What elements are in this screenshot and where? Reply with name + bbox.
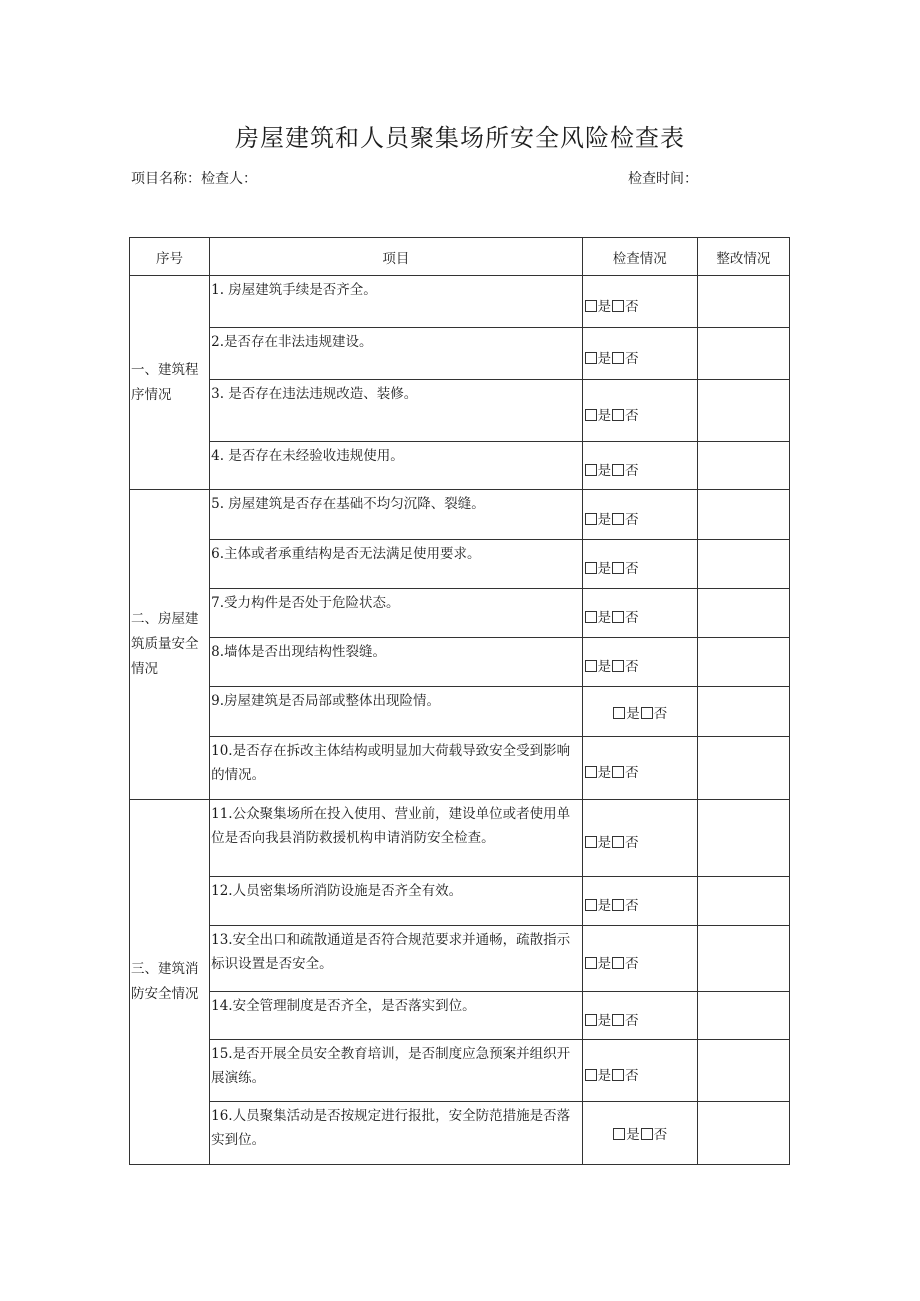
item-text: 10.是否存在拆改主体结构或明显加大荷载导致安全受到影响的情况。 <box>210 737 583 800</box>
yes-label: 是 <box>597 298 612 315</box>
no-label: 否 <box>625 610 639 626</box>
no-label: 否 <box>653 1127 668 1143</box>
yes-checkbox[interactable] <box>585 1014 597 1026</box>
yes-label: 是 <box>597 561 612 577</box>
check-cell <box>582 1102 697 1165</box>
section-label: 一、建筑程序情况 <box>130 276 210 490</box>
table-row <box>130 1102 790 1165</box>
table-row <box>130 638 790 687</box>
item-text: 8.墙体是否出现结构性裂缝。 <box>210 638 583 687</box>
header-item: 项目 <box>210 238 583 276</box>
table-row <box>130 992 790 1040</box>
no-checkbox[interactable] <box>612 957 624 969</box>
no-checkbox[interactable] <box>612 766 624 778</box>
table-row <box>130 328 790 380</box>
no-checkbox[interactable] <box>641 1128 653 1140</box>
item-text: 3. 是否存在违法违规改造、装修。 <box>210 380 583 442</box>
fix-cell[interactable] <box>697 1102 789 1165</box>
item-text: 7.受力构件是否处于危险状态。 <box>210 589 583 638</box>
no-label: 否 <box>625 407 639 424</box>
yes-checkbox[interactable] <box>585 513 597 525</box>
no-checkbox[interactable] <box>612 899 624 911</box>
item-text: 15.是否开展全员安全教育培训，是否制度应急预案并组织开展演练。 <box>210 1040 583 1102</box>
inspection-table <box>129 237 790 1165</box>
no-checkbox[interactable] <box>612 836 624 848</box>
item-text: 5. 房屋建筑是否存在基础不均匀沉降、裂缝。 <box>210 490 583 540</box>
no-checkbox[interactable] <box>612 660 624 672</box>
table-row <box>130 442 790 490</box>
fix-cell[interactable] <box>697 926 789 992</box>
yes-checkbox[interactable] <box>585 1069 597 1081</box>
no-checkbox[interactable] <box>612 1014 624 1026</box>
no-label: 否 <box>625 298 639 315</box>
table-row <box>130 276 790 328</box>
check-cell <box>582 638 697 687</box>
fix-cell[interactable] <box>697 737 789 800</box>
header-fix: 整改情况 <box>697 238 789 276</box>
yes-checkbox[interactable] <box>585 611 597 623</box>
no-label: 否 <box>625 955 639 972</box>
yes-label: 是 <box>597 610 612 626</box>
yes-checkbox[interactable] <box>585 464 597 476</box>
yes-label: 是 <box>597 462 612 479</box>
yes-checkbox[interactable] <box>585 300 597 312</box>
yes-checkbox[interactable] <box>585 562 597 574</box>
fix-cell[interactable] <box>697 687 789 737</box>
item-text: 11.公众聚集场所在投入使用、营业前，建设单位或者使用单位是否向我县消防救援机构申请消防安全检查。 <box>210 800 583 877</box>
no-checkbox[interactable] <box>612 562 624 574</box>
fix-cell[interactable] <box>697 380 789 442</box>
no-label: 否 <box>625 511 639 528</box>
yes-label: 是 <box>597 765 612 781</box>
section-label: 二、房屋建筑质量安全情况 <box>130 490 210 800</box>
no-label: 否 <box>625 350 639 367</box>
item-text: 4. 是否存在未经验收违规使用。 <box>210 442 583 490</box>
project-and-inspector-label: 项目名称：检查人： <box>131 171 257 187</box>
check-cell <box>582 737 697 800</box>
table-row <box>130 540 790 589</box>
yes-checkbox[interactable] <box>613 707 625 719</box>
no-checkbox[interactable] <box>641 707 653 719</box>
yes-label: 是 <box>597 511 612 528</box>
item-text: 12.人员密集场所消防设施是否齐全有效。 <box>210 877 583 926</box>
check-cell <box>582 877 697 926</box>
no-checkbox[interactable] <box>612 352 624 364</box>
header-check: 检查情况 <box>582 238 697 276</box>
fix-cell[interactable] <box>697 877 789 926</box>
table-header-row <box>130 238 790 276</box>
yes-label: 是 <box>597 350 612 367</box>
yes-label: 是 <box>597 898 612 914</box>
check-cell <box>582 442 697 490</box>
yes-checkbox[interactable] <box>613 1128 625 1140</box>
no-label: 否 <box>625 765 639 781</box>
check-cell <box>582 687 697 737</box>
table-row <box>130 490 790 540</box>
page-title: 房屋建筑和人员聚集场所安全风险检查表 <box>235 124 685 152</box>
check-cell <box>582 992 697 1040</box>
table-row <box>130 800 790 877</box>
check-cell <box>582 1040 697 1102</box>
fix-cell[interactable] <box>697 992 789 1040</box>
fix-cell[interactable] <box>697 328 789 380</box>
fix-cell[interactable] <box>697 589 789 638</box>
fix-cell[interactable] <box>697 1040 789 1102</box>
item-text: 13.安全出口和疏散通道是否符合规范要求并通畅，疏散指示标识设置是否安全。 <box>210 926 583 992</box>
check-cell <box>582 926 697 992</box>
yes-checkbox[interactable] <box>585 899 597 911</box>
check-cell <box>582 540 697 589</box>
no-checkbox[interactable] <box>612 464 624 476</box>
yes-checkbox[interactable] <box>585 352 597 364</box>
item-text: 14.安全管理制度是否齐全，是否落实到位。 <box>210 992 583 1040</box>
item-text: 16.人员聚集活动是否按规定进行报批，安全防范措施是否落实到位。 <box>210 1102 583 1165</box>
fix-cell[interactable] <box>697 800 789 877</box>
table-row <box>130 589 790 638</box>
section-label: 三、建筑消防安全情况 <box>130 800 210 1165</box>
check-cell <box>582 589 697 638</box>
yes-checkbox[interactable] <box>585 766 597 778</box>
yes-label: 是 <box>597 1067 612 1084</box>
item-text: 6.主体或者承重结构是否无法满足使用要求。 <box>210 540 583 589</box>
check-cell <box>582 328 697 380</box>
yes-label: 是 <box>626 1127 640 1143</box>
check-cell <box>582 490 697 540</box>
no-label: 否 <box>625 1012 639 1029</box>
check-cell <box>582 276 697 328</box>
yes-label: 是 <box>597 1012 612 1029</box>
fix-cell[interactable] <box>697 540 789 589</box>
table-row <box>130 737 790 800</box>
yes-label: 是 <box>597 835 612 851</box>
fix-cell[interactable] <box>697 490 789 540</box>
fix-cell[interactable] <box>697 442 789 490</box>
table-row <box>130 1040 790 1102</box>
fix-cell[interactable] <box>697 276 789 328</box>
check-cell <box>582 800 697 877</box>
no-label: 否 <box>653 705 668 722</box>
item-text: 2.是否存在非法违规建设。 <box>210 328 583 380</box>
yes-label: 是 <box>597 659 612 675</box>
no-checkbox[interactable] <box>612 409 624 421</box>
yes-checkbox[interactable] <box>585 957 597 969</box>
no-checkbox[interactable] <box>612 513 624 525</box>
no-label: 否 <box>625 561 639 577</box>
no-label: 否 <box>625 462 639 479</box>
table-body <box>130 276 790 1165</box>
check-cell <box>582 380 697 442</box>
no-checkbox[interactable] <box>612 300 624 312</box>
inspection-time-label: 检查时间： <box>628 171 698 187</box>
yes-checkbox[interactable] <box>585 836 597 848</box>
header-seq: 序号 <box>130 238 210 276</box>
yes-checkbox[interactable] <box>585 660 597 672</box>
item-text: 9.房屋建筑是否局部或整体出现险情。 <box>210 687 583 737</box>
fix-cell[interactable] <box>697 638 789 687</box>
yes-label: 是 <box>626 705 640 722</box>
no-checkbox[interactable] <box>612 1069 624 1081</box>
no-label: 否 <box>625 659 639 675</box>
yes-checkbox[interactable] <box>585 409 597 421</box>
no-label: 否 <box>625 898 639 914</box>
no-label: 否 <box>625 1067 639 1084</box>
table-row <box>130 877 790 926</box>
yes-label: 是 <box>597 407 612 424</box>
table-row <box>130 687 790 737</box>
no-label: 否 <box>625 835 639 851</box>
yes-label: 是 <box>597 955 612 972</box>
no-checkbox[interactable] <box>612 611 624 623</box>
table-row <box>130 926 790 992</box>
item-text: 1. 房屋建筑手续是否齐全。 <box>210 276 583 328</box>
table-row <box>130 380 790 442</box>
